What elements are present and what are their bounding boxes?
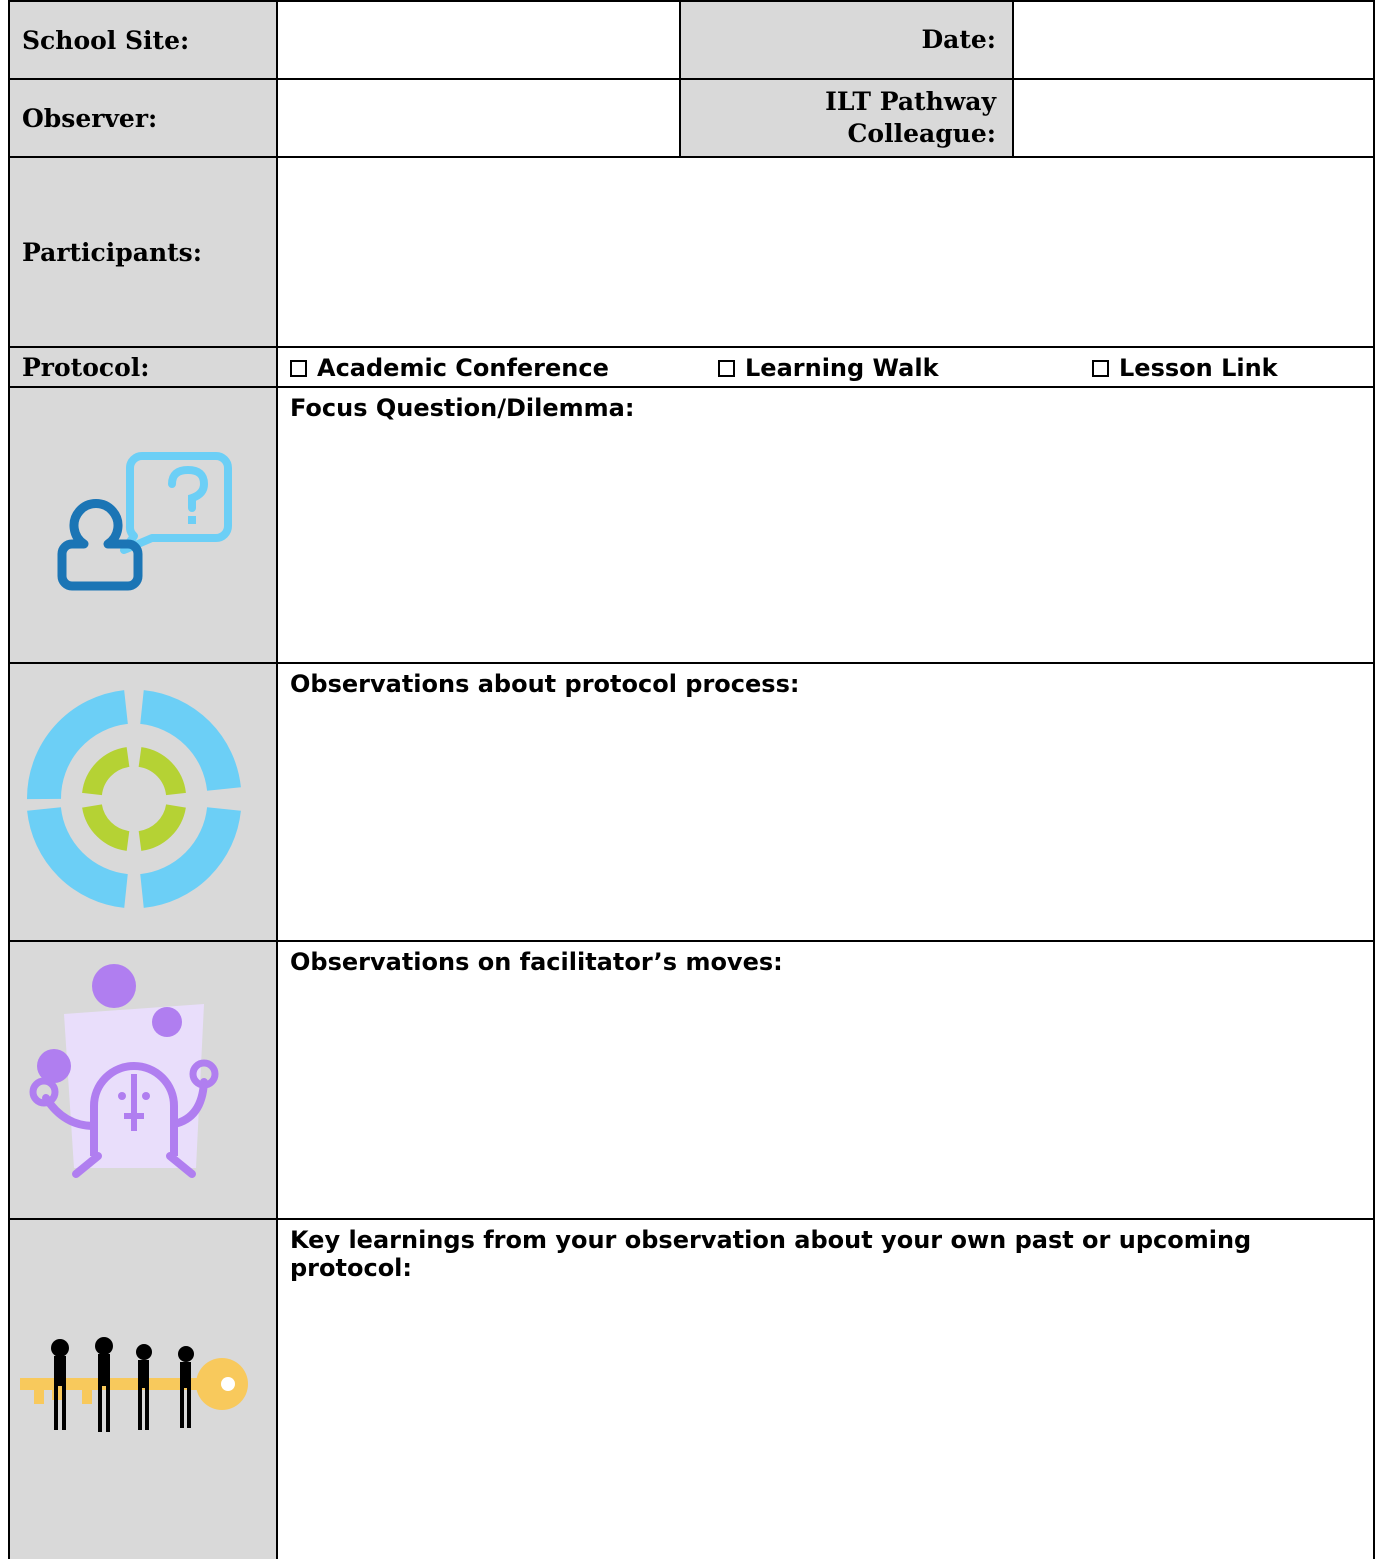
school-site-label: [8, 0, 278, 80]
school-site-field[interactable]: [276, 0, 681, 80]
question-bubble-icon: [48, 446, 248, 596]
colleague-field[interactable]: [1012, 78, 1375, 158]
colleague-label-line1: ILT Pathway: [825, 87, 996, 116]
learnings-icon-cell: [8, 1218, 278, 1559]
juggler-icon: [24, 956, 244, 1206]
protocol-label-text: Protocol:: [22, 352, 150, 382]
focus-heading: Focus Question/Dilemma:: [290, 394, 635, 422]
facilitator-field[interactable]: [276, 940, 1375, 1220]
facilitator-heading: Observations on facilitator’s moves:: [290, 948, 783, 976]
checkbox-icon[interactable]: [1092, 360, 1109, 377]
focus-field[interactable]: [276, 386, 1375, 664]
focus-icon-cell: [8, 386, 278, 664]
participants-field[interactable]: [276, 156, 1375, 348]
option-academic-conference[interactable]: [290, 354, 609, 382]
school-site-label-text: School Site:: [22, 25, 190, 55]
colleague-label-line2: Colleague:: [847, 119, 996, 148]
option-label: Learning Walk: [745, 354, 939, 382]
observer-label-text: Observer:: [22, 103, 158, 133]
process-icon-cell: [8, 662, 278, 942]
checkbox-icon[interactable]: [718, 360, 735, 377]
participants-label-text: Participants:: [22, 237, 202, 267]
observation-form: [8, 0, 1375, 1559]
observer-label: [8, 78, 278, 158]
observer-field[interactable]: [276, 78, 681, 158]
process-heading: Observations about protocol process:: [290, 670, 800, 698]
people-with-key-icon: [12, 1326, 252, 1446]
cycle-arrows-icon: [24, 684, 244, 914]
protocol-options: [276, 346, 1375, 388]
facilitator-icon-cell: [8, 940, 278, 1220]
protocol-label: [8, 346, 278, 388]
option-lesson-link[interactable]: [1092, 354, 1278, 382]
checkbox-icon[interactable]: [290, 360, 307, 377]
learnings-heading: Key learnings from your observation about your own past or upcoming protocol:: [290, 1226, 1252, 1282]
date-label-text: Date:: [921, 25, 996, 54]
date-label: [679, 0, 1014, 80]
option-label: Academic Conference: [317, 354, 609, 382]
option-label: Lesson Link: [1119, 354, 1278, 382]
process-field[interactable]: [276, 662, 1375, 942]
option-learning-walk[interactable]: [718, 354, 939, 382]
participants-label: [8, 156, 278, 348]
learnings-field[interactable]: [276, 1218, 1375, 1559]
date-field[interactable]: [1012, 0, 1375, 80]
colleague-label: [679, 78, 1014, 158]
